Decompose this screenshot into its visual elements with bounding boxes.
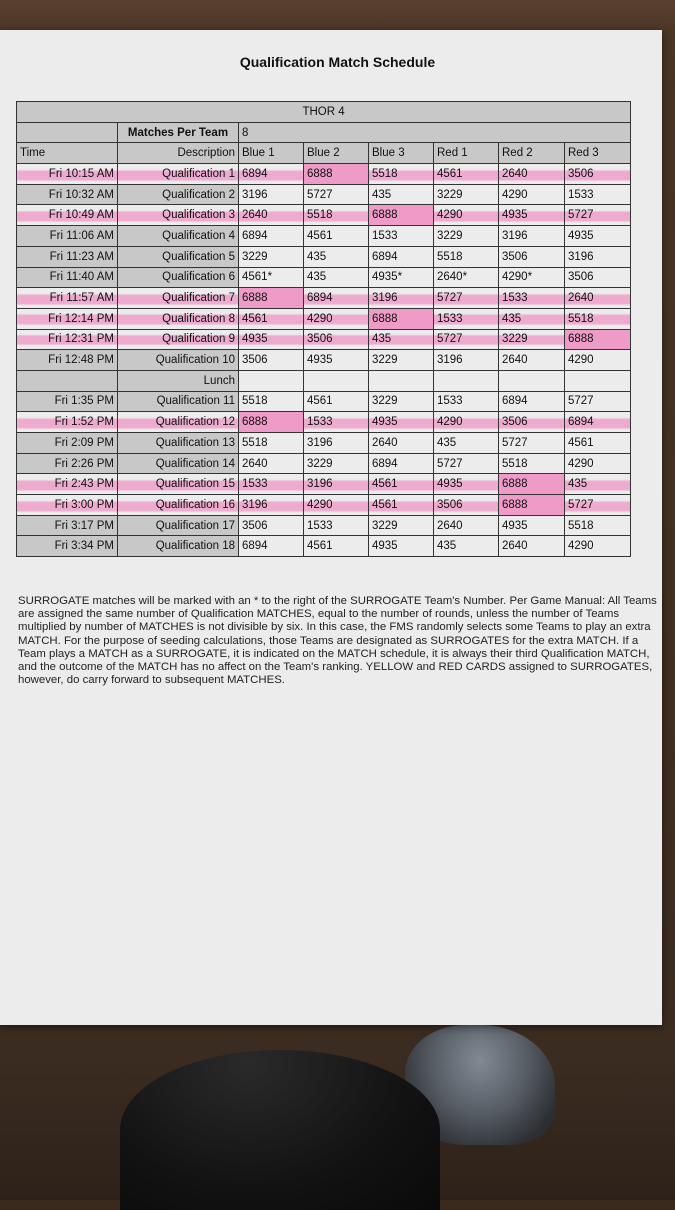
blue1-cell: 6888	[239, 288, 304, 309]
blue1-cell: 3196	[239, 184, 304, 205]
table-row	[17, 453, 631, 474]
red3-cell: 5727	[565, 205, 631, 226]
blue3-cell: 6888	[369, 205, 434, 226]
time-cell	[17, 370, 118, 391]
red2-cell: 5518	[499, 453, 565, 474]
red3-cell: 5518	[565, 308, 631, 329]
red3-cell: 4290	[565, 350, 631, 371]
document-title: Qualification Match Schedule	[239, 54, 436, 70]
blue3-cell: 4561	[369, 495, 434, 516]
blue2-cell: 4561	[304, 536, 369, 557]
blue3-cell: 3196	[369, 288, 434, 309]
red1-cell: 2640*	[434, 267, 499, 288]
red1-cell: 5518	[434, 246, 499, 267]
red3-cell: 6894	[565, 412, 631, 433]
description-cell: Qualification 9	[118, 329, 239, 350]
blue2-cell: 4935	[304, 350, 369, 371]
red1-cell: 2640	[434, 515, 499, 536]
description-cell: Qualification 18	[118, 536, 239, 557]
table-row	[17, 391, 631, 412]
blue1-cell: 3506	[239, 515, 304, 536]
blue3-cell: 4935	[369, 412, 434, 433]
time-cell: Fri 12:48 PM	[17, 350, 118, 371]
description-cell: Qualification 10	[118, 350, 239, 371]
red2-cell	[499, 370, 565, 391]
red2-cell: 1533	[499, 288, 565, 309]
blue2-cell: 3506	[304, 329, 369, 350]
red3-cell: 4561	[565, 433, 631, 454]
blue3-cell: 4935	[369, 536, 434, 557]
description-cell: Qualification 7	[118, 288, 239, 309]
blue1-cell: 6888	[239, 412, 304, 433]
blue3-cell: 3229	[369, 350, 434, 371]
surrogate-footnote: SURROGATE matches will be marked with an * to the right of the SURROGATE Team's Number. Per Game Manual: All Teams are assigned the same number of Qualification MATCHES, equal to the number of rounds, unless the number of Teams multiplied by number of MATCHES is not divisible by six. In this case, the FMS randomly selects some Teams to play an extra MATCH. For the purpose of seeding calculations, those Teams are designated as SURROGATES for the extra MATCH. If a Team plays a MATCH as a SURROGATE, it is indicated on the MATCH schedule, it is always their third Qualification MATCH, and the outcome of the MATCH has no affect on the Team's ranking. YELLOW and RED CARDS assigned to SURROGATES, however, do carry forward to subsequent MATCHES.	[18, 595, 657, 687]
red1-cell: 4935	[434, 474, 499, 495]
red2-cell: 2640	[499, 164, 565, 185]
red1-cell: 1533	[434, 391, 499, 412]
red2-cell: 3196	[499, 226, 565, 247]
red3-cell: 5727	[565, 495, 631, 516]
red3-cell: 2640	[565, 288, 631, 309]
blue1-cell: 6894	[239, 226, 304, 247]
matches-per-team-value: 8	[239, 122, 631, 143]
description-cell: Qualification 6	[118, 267, 239, 288]
red2-cell: 3229	[499, 329, 565, 350]
blue3-cell: 1533	[369, 226, 434, 247]
description-cell: Qualification 3	[118, 205, 239, 226]
blue1-cell: 4561	[239, 308, 304, 329]
red2-cell: 4935	[499, 515, 565, 536]
match-schedule-table	[16, 101, 631, 557]
red2-cell: 4935	[499, 205, 565, 226]
red3-cell: 4290	[565, 536, 631, 557]
blue2-cell: 4290	[304, 308, 369, 329]
time-cell: Fri 1:35 PM	[17, 391, 118, 412]
table-row	[17, 370, 631, 391]
red1-cell: 435	[434, 433, 499, 454]
time-cell: Fri 11:06 AM	[17, 226, 118, 247]
event-row	[17, 102, 631, 123]
red2-cell: 435	[499, 308, 565, 329]
blue2-cell: 3229	[304, 453, 369, 474]
red2-cell: 6888	[499, 474, 565, 495]
red3-cell: 1533	[565, 184, 631, 205]
blue1-cell: 5518	[239, 433, 304, 454]
description-cell: Qualification 15	[118, 474, 239, 495]
description-cell: Qualification 12	[118, 412, 239, 433]
description-cell: Qualification 17	[118, 515, 239, 536]
red1-cell: 5727	[434, 329, 499, 350]
red1-cell: 435	[434, 536, 499, 557]
blue3-cell: 6894	[369, 246, 434, 267]
table-row	[17, 164, 631, 185]
column-header: Blue 2	[304, 143, 369, 164]
table-row	[17, 515, 631, 536]
red1-cell: 3229	[434, 184, 499, 205]
red2-cell: 6894	[499, 391, 565, 412]
description-cell: Lunch	[118, 370, 239, 391]
red2-cell: 3506	[499, 246, 565, 267]
description-cell: Qualification 11	[118, 391, 239, 412]
red2-cell: 4290	[499, 184, 565, 205]
blue1-cell: 3506	[239, 350, 304, 371]
red1-cell	[434, 370, 499, 391]
column-header: Red 3	[565, 143, 631, 164]
red2-cell: 3506	[499, 412, 565, 433]
blue2-cell: 5518	[304, 205, 369, 226]
column-header: Blue 3	[369, 143, 434, 164]
blue3-cell: 4935*	[369, 267, 434, 288]
blue1-cell: 4935	[239, 329, 304, 350]
red1-cell: 5727	[434, 288, 499, 309]
table-row	[17, 412, 631, 433]
column-header: Red 2	[499, 143, 565, 164]
time-cell: Fri 10:15 AM	[17, 164, 118, 185]
time-cell: Fri 3:17 PM	[17, 515, 118, 536]
red1-cell: 5727	[434, 453, 499, 474]
table-row	[17, 474, 631, 495]
red3-cell: 4290	[565, 453, 631, 474]
blue3-cell: 4561	[369, 474, 434, 495]
blue1-cell: 5518	[239, 391, 304, 412]
description-cell: Qualification 14	[118, 453, 239, 474]
time-cell: Fri 2:43 PM	[17, 474, 118, 495]
red3-cell	[565, 370, 631, 391]
table-row	[17, 308, 631, 329]
blue3-cell	[369, 370, 434, 391]
time-cell: Fri 10:32 AM	[17, 184, 118, 205]
red1-cell: 4290	[434, 412, 499, 433]
blue1-cell: 1533	[239, 474, 304, 495]
blue2-cell: 6894	[304, 288, 369, 309]
blue2-cell: 435	[304, 246, 369, 267]
blue1-cell: 3196	[239, 495, 304, 516]
red1-cell: 3506	[434, 495, 499, 516]
red3-cell: 5727	[565, 391, 631, 412]
table-row	[17, 288, 631, 309]
description-cell: Qualification 13	[118, 433, 239, 454]
red2-cell: 5727	[499, 433, 565, 454]
red2-cell: 6888	[499, 495, 565, 516]
blue2-cell: 1533	[304, 412, 369, 433]
blue2-cell: 3196	[304, 474, 369, 495]
red3-cell: 6888	[565, 329, 631, 350]
table-row	[17, 350, 631, 371]
blue2-cell: 1533	[304, 515, 369, 536]
blue2-cell	[304, 370, 369, 391]
table-row	[17, 205, 631, 226]
blue3-cell: 3229	[369, 515, 434, 536]
pants-leg	[120, 1050, 440, 1210]
table-row	[17, 329, 631, 350]
matches-per-team-label: Matches Per Team	[118, 122, 239, 143]
blue1-cell: 2640	[239, 453, 304, 474]
description-cell: Qualification 4	[118, 226, 239, 247]
time-cell: Fri 2:26 PM	[17, 453, 118, 474]
blue1-cell: 2640	[239, 205, 304, 226]
description-cell: Qualification 1	[118, 164, 239, 185]
table-row	[17, 184, 631, 205]
blue1-cell: 6894	[239, 164, 304, 185]
red3-cell: 3506	[565, 164, 631, 185]
red3-cell: 3506	[565, 267, 631, 288]
column-header: Description	[118, 143, 239, 164]
blue2-cell: 435	[304, 267, 369, 288]
red3-cell: 4935	[565, 226, 631, 247]
column-header: Red 1	[434, 143, 499, 164]
red1-cell: 1533	[434, 308, 499, 329]
blue3-cell: 6894	[369, 453, 434, 474]
time-cell: Fri 1:52 PM	[17, 412, 118, 433]
description-cell: Qualification 5	[118, 246, 239, 267]
description-cell: Qualification 8	[118, 308, 239, 329]
blue1-cell: 6894	[239, 536, 304, 557]
blue3-cell: 3229	[369, 391, 434, 412]
red2-cell: 2640	[499, 350, 565, 371]
description-cell: Qualification 2	[118, 184, 239, 205]
red2-cell: 4290*	[499, 267, 565, 288]
blue1-cell	[239, 370, 304, 391]
event-name: THOR 4	[17, 102, 631, 123]
blue2-cell: 4561	[304, 226, 369, 247]
time-cell: Fri 10:49 AM	[17, 205, 118, 226]
table-row	[17, 246, 631, 267]
matches-per-team-row	[17, 122, 631, 143]
red1-cell: 4290	[434, 205, 499, 226]
red2-cell: 2640	[499, 536, 565, 557]
blue3-cell: 435	[369, 184, 434, 205]
table-row	[17, 226, 631, 247]
time-cell: Fri 11:23 AM	[17, 246, 118, 267]
blue3-cell: 435	[369, 329, 434, 350]
column-header: Time	[17, 143, 118, 164]
time-cell: Fri 11:40 AM	[17, 267, 118, 288]
description-cell: Qualification 16	[118, 495, 239, 516]
red3-cell: 3196	[565, 246, 631, 267]
red3-cell: 435	[565, 474, 631, 495]
header-row	[17, 143, 631, 164]
blue2-cell: 4561	[304, 391, 369, 412]
time-cell: Fri 11:57 AM	[17, 288, 118, 309]
blue3-cell: 5518	[369, 164, 434, 185]
red1-cell: 3229	[434, 226, 499, 247]
blue3-cell: 2640	[369, 433, 434, 454]
blue1-cell: 4561*	[239, 267, 304, 288]
time-cell: Fri 3:34 PM	[17, 536, 118, 557]
table-row	[17, 495, 631, 516]
red3-cell: 5518	[565, 515, 631, 536]
table-row	[17, 267, 631, 288]
table-row	[17, 536, 631, 557]
time-cell: Fri 12:14 PM	[17, 308, 118, 329]
red1-cell: 3196	[434, 350, 499, 371]
time-cell: Fri 12:31 PM	[17, 329, 118, 350]
blue3-cell: 6888	[369, 308, 434, 329]
table-row	[17, 433, 631, 454]
blue2-cell: 6888	[304, 164, 369, 185]
time-cell: Fri 3:00 PM	[17, 495, 118, 516]
blue1-cell: 3229	[239, 246, 304, 267]
blue2-cell: 4290	[304, 495, 369, 516]
blue2-cell: 3196	[304, 433, 369, 454]
column-header: Blue 1	[239, 143, 304, 164]
red1-cell: 4561	[434, 164, 499, 185]
time-cell: Fri 2:09 PM	[17, 433, 118, 454]
blue2-cell: 5727	[304, 184, 369, 205]
